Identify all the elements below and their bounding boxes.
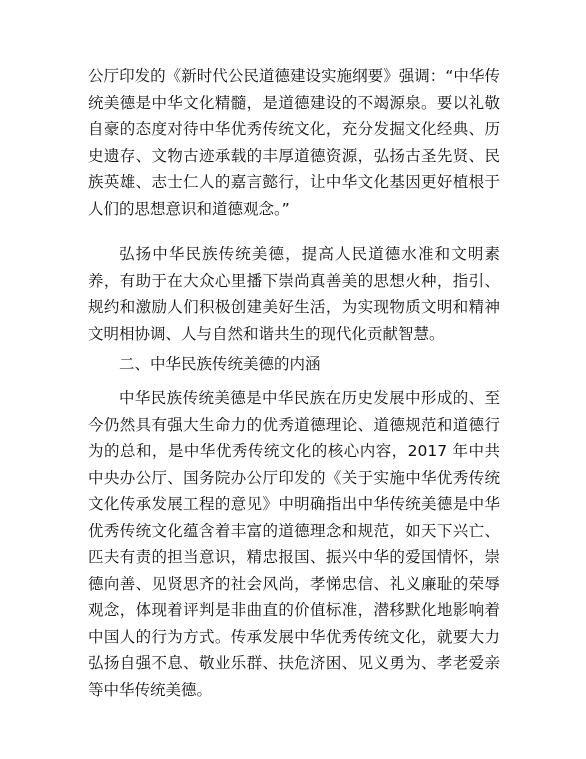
section-heading-text: 二、中华民族传统美德的内涵 — [119, 355, 321, 373]
paragraph-1-text: 公厅印发的《新时代公民道德建设实施纲要》强调：“中华传统美德是中华文化精髓，是道德建设的不竭源泉。要以礼敬自豪的态度对待中华优秀传统文化，充分发掘文化经典、历史遗存、文物古迹承载的丰厚道德资源，弘扬古圣先贤、民族英雄、志士仁人的嘉言懿行，让中华文化基因更好植根于人们的思想意识和道德观念。” — [88, 67, 500, 218]
paragraph-1 — [88, 63, 500, 222]
paragraph-3-text: 中华民族传统美德是中华民族在历史发展中形成的、至今仍然具有强大生命力的优秀道德理论、道德规范和道德行为的总和，是中华优秀传统文化的核心内容，2017 年中共中央办公厅、国务院办公厅印发的《关于实施中华优秀传统文化传承发展工程的意见》中明确指出中华传统美德是中华优秀传统文化蕴含着丰富的道德理念和规范，如天下兴亡、匹夫有责的担当意识，精忠报国、振兴中华的爱国情怀，崇德向善、见贤思齐的社会风尚，孝悌忠信、礼义廉耻的荣辱观念，体现着评判是非曲直的价值标准，潜移默化地影响着中国人的行为方式。传承发展中华优秀传统文化，就要大力弘扬自强不息、敬业乐群、扶危济困、见义勇为、孝老爱亲等中华传统美德。 — [88, 389, 500, 699]
paragraph-2 — [88, 241, 500, 347]
paragraph-2-text: 弘扬中华民族传统美德，提高人民道德水准和文明素养，有助于在大众心里播下崇尚真善美的思想火种，指引、规约和激励人们积极创建美好生活，为实现物质文明和精神文明相协调、人与自然和谐共生的现代化贡献智慧。 — [88, 245, 500, 343]
paragraph-3 — [88, 385, 500, 703]
section-heading — [88, 351, 500, 378]
